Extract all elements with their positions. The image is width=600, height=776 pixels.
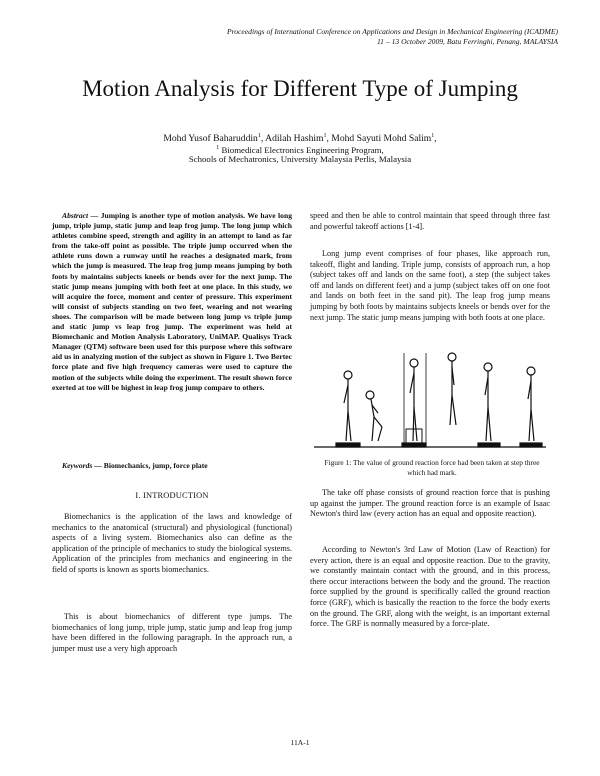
right-paragraph-3: The take off phase consists of ground reaction force that is pushing up against the jumper. The ground reaction force is an example of Isaac Newton's third law (every action has an equal and opposite reaction). <box>310 488 550 519</box>
author-1: Mohd Yusof Baharuddin <box>163 133 258 145</box>
abstract-text: Jumping is another type of motion analysis. We have long jump, triple jump, static jump and leap frog jump. The long jump which athletes combine speed, strength and agility in an attempt to land as far from the take-off point as possible. The triple jump occurred when the athlete runs down a runway until he reaches a designated mark, from which the jump is measured. The leap frog jump means jumping by both foots by maintains subjects kneels or bends over for the next jump. The static jump means jumping with both feet at one place. In this study, we will acquire the force, moment and center of pressure. This experiment will consist of subjects standing on two feet, wearing and not wearing shoes. The comparison will be made between long jump vs triple jump and static jump vs leap frog jump. The experiment was held at Biomechanic and Motion Analysis Laboratory, UniMAP. Qualisys Track Manager (QTM) software been used for this purpose where this software aid us in analyzing motion of the subject as shown in Figure 1. Two Bertec force plate and five high frequency cameras were used to capture the motion of the subjects while doing the experiment. The result shown force exerted at toe will be highest in leap frog jump compare to others. <box>52 211 292 392</box>
stick-figure-standing <box>344 371 352 441</box>
force-plate-1 <box>336 443 360 447</box>
intro-paragraph-1: Biomechanics is the application of the laws and knowledge of mechanics to the anatomical (structural) and physiological (functional) aspects of a living system. Biomechanics also can define as the application of the principle of mechanics to study the biological systems. Application of the principles from mechanics and engineering in the field of sports is known as sports biomechanics. <box>52 512 292 574</box>
stick-figure-flight <box>448 353 456 425</box>
conference-line-1: Proceedings of International Conference on Applications and Design in Mechanical Engineering (ICADME) <box>226 27 558 36</box>
right-paragraph-4: According to Newton's 3rd Law of Motion (Law of Reaction) for every action, there is an equal and opposite reaction. Due to the gravity, we constantly maintain contact with the ground, and in this process, there occur interactions between the body and the ground. The reaction force supplied by the ground is specifically called the ground reaction force (GRF), which is basically the reaction to the force the body exerts on the ground. The GRF, along with the weight, is an important external force. The GRF is normally measured by a force-plate. <box>310 545 550 629</box>
abstract-label: Abstract — <box>62 211 99 220</box>
conference-header <box>138 27 558 47</box>
affiliation-line-2: Schools of Mechatronics, University Malaysia Perlis, Malaysia <box>188 154 412 164</box>
keywords <box>52 461 292 471</box>
stick-figure-final <box>527 367 535 441</box>
affiliation-mark: 1 <box>216 145 220 151</box>
stick-figure-takeoff <box>404 353 426 445</box>
right-paragraph-2: Long jump event comprises of four phases, like approach run, takeoff, flight and landing. Triple jump, consists of approach run, a hop (subject takes off and lands on the same foot), a step (the subject takes off and lands on different feet) and a jump (subject takes off on one foot and lands on both feet in the sand pit). The leap frog jump means jumping by both foots by maintains subjects kneels or bends over for the next jump. The static jump means jumping with both foots at one place. <box>310 249 550 322</box>
force-plate-2 <box>402 443 426 447</box>
figure-1-caption: Figure 1: The value of ground reaction force had been taken at step three which had mark. <box>324 458 540 477</box>
affiliation-program: Biomedical Electronics Engineering Program, <box>221 144 384 155</box>
author-line: Mohd Yusof Baharuddin$^1$, Adilah Hashim$^1$, Mohd Sayuti Mohd Salim$^1$, <box>163 133 437 145</box>
conference-line-2: 11 – 13 October 2009, Batu Ferringhi, Penang, MALAYSIA <box>376 37 558 46</box>
keywords-label: Keywords — <box>62 461 102 470</box>
author-3: Mohd Sayuti Mohd Salim <box>331 133 432 145</box>
figure-1-jump-sequence <box>310 345 550 455</box>
step-three-mark <box>406 429 422 443</box>
author-1-affil-mark: 1 <box>257 133 261 139</box>
page-number: 11A-1 <box>290 738 310 747</box>
abstract <box>52 211 292 393</box>
force-plate-3 <box>478 443 500 447</box>
keywords-text: Biomechanics, jump, force plate <box>103 461 208 470</box>
stick-figure-landing <box>484 363 492 441</box>
paper-title: Motion Analysis for Different Type of Jumping <box>82 76 518 101</box>
author-2-affil-mark: 1 <box>323 133 327 139</box>
section-heading-introduction: I. INTRODUCTION <box>135 491 209 500</box>
force-plate-4 <box>520 443 542 447</box>
right-paragraph-1: speed and then be able to control maintain that speed through three fast and powerful takeoff actions [1-4]. <box>310 211 550 231</box>
intro-paragraph-2: This is about biomechanics of different type jumps. The biomechanics of long jump, triple jump, static jump and leap frog jump have been differed in the following paragraph. In the approach run, a jumper must use a very high approach <box>52 612 292 653</box>
author-3-affil-mark: 1 <box>431 133 435 139</box>
stick-figure-crouch <box>366 391 382 441</box>
author-2: Adilah Hashim <box>265 133 324 145</box>
